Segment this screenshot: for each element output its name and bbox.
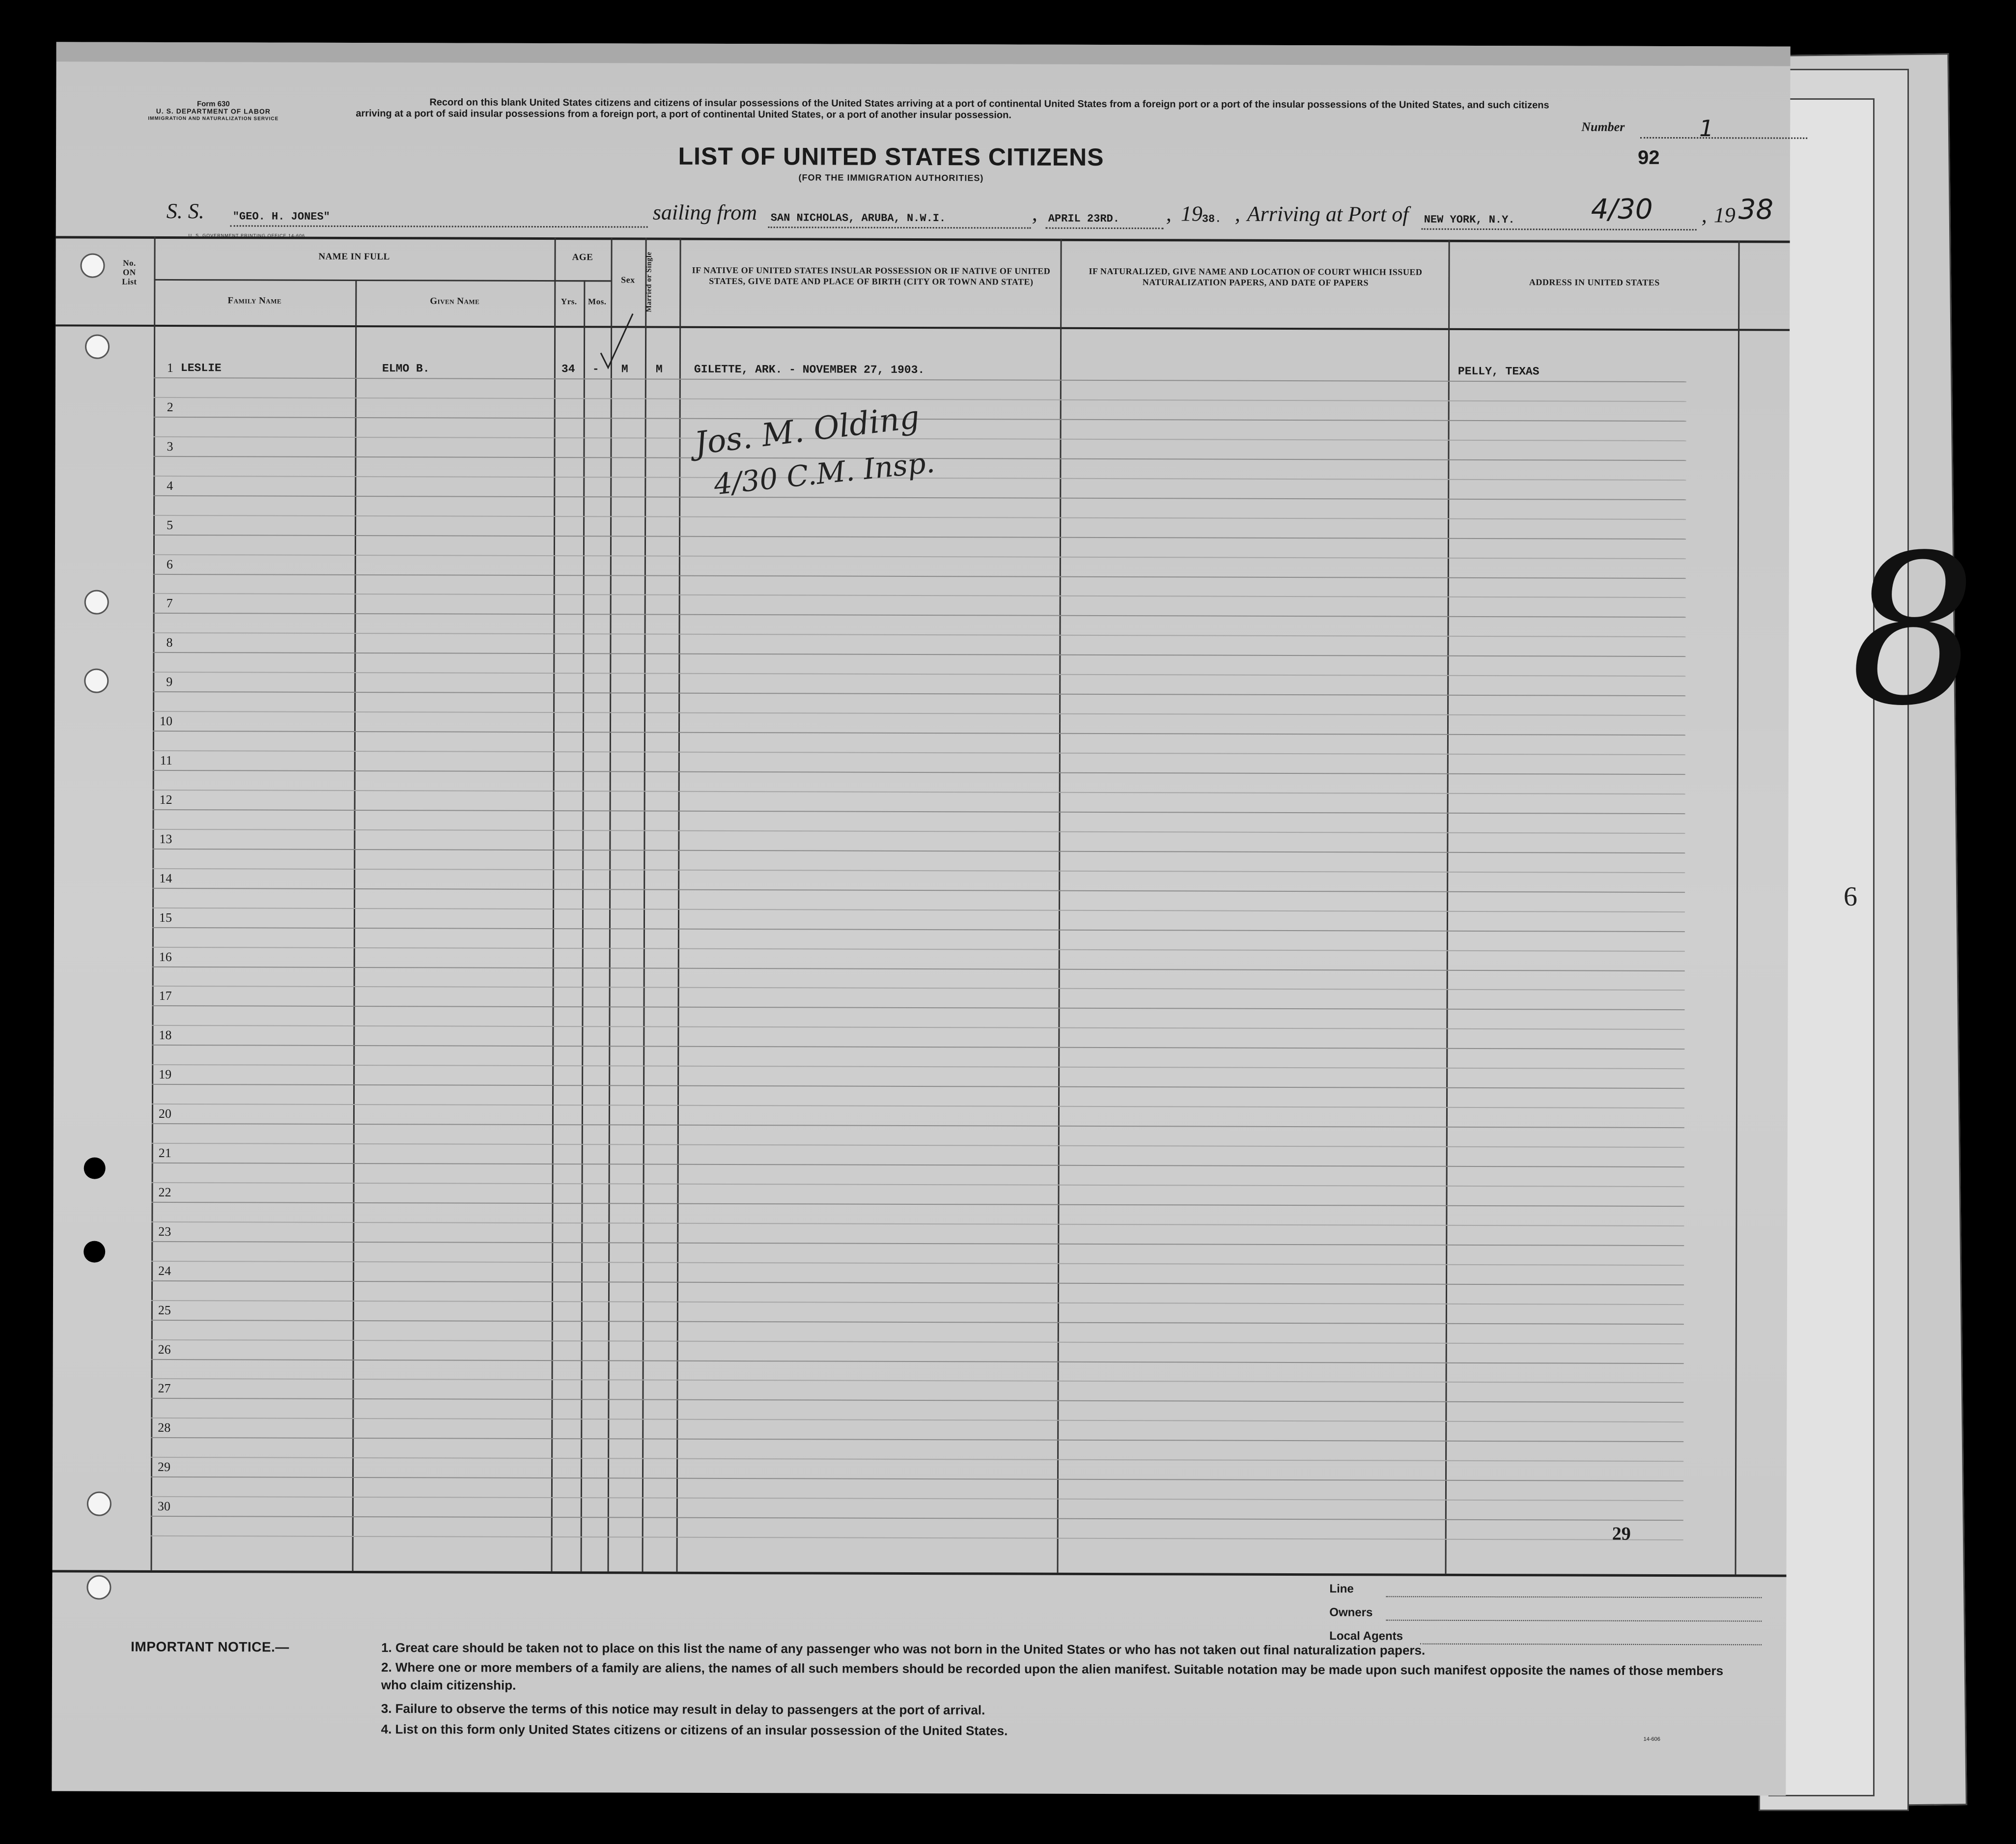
row-number: 8 [166,635,173,650]
form-code: 14-606 [1643,1736,1660,1742]
header-yrs: Yrs. [560,297,577,307]
inspector-signature-line2: 4/30 C.M. Insp. [712,445,936,502]
row-number: 11 [160,753,172,768]
page-fold [56,42,1791,66]
punch-hole [84,1158,106,1179]
row-rule [151,1359,1684,1363]
row-number: 21 [158,1145,171,1161]
row-rule [152,849,1685,853]
entry-marital-status: M [655,363,663,376]
footer-stamp: 29 [1612,1523,1631,1544]
page-title: LIST OF UNITED STATES CITIZENS [678,142,1104,171]
row-rule [151,1300,1684,1305]
header-age: AGE [572,252,593,263]
year-from-prefix: 19 [1180,201,1203,226]
row-rule [153,790,1685,794]
row-rule [153,554,1686,559]
voyage-line: S. S. "GEO. H. JONES" sailing from SAN NICHOLAS, ARUBA, N.W.I. , APRIL 23RD. , 19 38. , Arriving at Port of NEW YORK, N.Y. 4/30 , 19 38 [167,199,1758,237]
margin-mark-big: 8 [1830,511,1995,751]
row-number: 13 [159,831,172,846]
number-dotted-line [1640,137,1807,139]
row-number: 26 [158,1342,171,1357]
check-mark-icon [596,309,640,382]
row-number: 9 [166,675,173,689]
notice-item: 2. Where one or more members of a family are aliens, the names of all such members should be recorded upon the alien manifest. Suitable notation may be made upon such manifest opposite the names of those members who claim citizenship. [381,1660,1724,1693]
punch-hole [87,1492,112,1516]
header-given-name: Given Name [430,296,480,307]
entry-birth: GILETTE, ARK. - NOVEMBER 27, 1903. [694,363,925,377]
row-rule [153,731,1685,736]
manifest-page [52,42,1790,1795]
row-rule [154,397,1686,402]
service-name: IMMIGRATION AND NATURALIZATION SERVICE [148,115,279,122]
row-rule [151,1496,1683,1501]
row-rule [152,1143,1684,1148]
row-rule [152,1084,1684,1089]
notice-heading: IMPORTANT NOTICE.— [131,1639,289,1655]
row-rule [151,1221,1684,1226]
row-rule [151,1398,1683,1403]
sheet-number: 92 [1638,146,1660,169]
header-birth: IF NATIVE OF UNITED STATES INSULAR POSSESSION OR IF NATIVE OF UNITED STATES, GIVE DATE AND PLACE OF BIRTH (CITY OR TOWN AND STATE) [692,265,1051,287]
table-top-rule [56,236,1790,243]
row-rule [151,1261,1684,1266]
row-number: 27 [158,1381,171,1396]
row-number: 6 [166,557,173,571]
entry-age-yrs: 34 [561,363,575,376]
row-rule [154,377,1686,382]
agents-local-agents: Local Agents [1329,1629,1781,1649]
row-rule [151,1457,1683,1462]
notice-item: 1. Great care should be taken not to place on this list the name of any passenger who was not born in the United States or who has not taken out final naturalization papers. [381,1640,1426,1658]
year-to-handwritten: 38 [1738,194,1774,226]
header-mos: Mos. [588,297,607,307]
printer-mark: U. S. GOVERNMENT PRINTING OFFICE 14-606 [188,233,306,238]
row-number: 18 [159,1028,172,1043]
row-number: 20 [158,1106,171,1121]
sailing-label: sailing from [652,200,757,225]
row-number: 14 [159,871,172,885]
row-number: 3 [167,439,173,454]
form-identification [95,100,331,123]
row-number: 7 [166,596,173,611]
header-name-in-full: NAME IN FULL [318,251,390,262]
row-rule [152,966,1685,971]
row-rule [153,809,1685,814]
date-from: APRIL 23RD. [1048,212,1120,226]
entry-family-name: LESLIE [180,362,222,375]
row-rule [152,1104,1684,1108]
agents-owners: Owners [1329,1606,1781,1625]
number-label: Number [1581,119,1625,134]
agents-line: Line [1329,1582,1781,1602]
punch-hole [84,669,109,693]
row-rule [152,868,1685,873]
arriving-label: Arriving at Port of [1247,201,1409,227]
table-bottom-rule [53,1570,1787,1577]
number-field [1581,115,1807,145]
row-rule [152,1005,1685,1010]
entry-age-mos: - [592,363,599,376]
row-rule [151,1418,1683,1422]
header-family-name: Family Name [227,295,282,306]
row-rule [151,1241,1684,1246]
row-number: 24 [158,1263,171,1278]
port-to: NEW YORK, N.Y. [1424,213,1515,227]
vessel-name: "GEO. H. JONES" [232,210,330,223]
row-rule [152,946,1685,951]
number-value: 1 [1699,115,1714,142]
header-bottom-rule [56,324,1790,331]
row-number: 29 [158,1460,171,1475]
row-number: 28 [158,1420,171,1435]
row-number: 10 [160,714,173,729]
row-rule [153,750,1685,755]
row-number: 30 [157,1499,170,1514]
row-number: 5 [167,517,173,532]
row-rule [153,495,1686,500]
header-naturalized: IF NATURALIZED, GIVE NAME AND LOCATION OF COURT WHICH ISSUED NATURALIZATION PAPERS, AND DATE OF PAPERS [1089,266,1423,288]
row-number: 25 [158,1303,171,1317]
notice-item: 4. List on this form only United States citizens or citizens of an insular possession of the United States. [381,1722,1008,1738]
row-rule [153,711,1685,716]
inspector-signature-line1: Jos. M. Olding [692,399,922,462]
row-number: 15 [159,910,172,925]
row-rule [151,1476,1683,1481]
row-rule [153,573,1686,578]
row-rule [153,632,1686,637]
row-rule [151,1319,1684,1324]
row-rule [153,515,1686,520]
row-number: 2 [167,399,173,414]
row-rule [151,1535,1683,1540]
row-rule [153,534,1686,539]
notice-item: 3. Failure to observe the terms of this notice may result in delay to passengers at the port of arrival. [381,1701,985,1718]
row-number: 19 [159,1067,172,1082]
row-rule [154,436,1686,441]
row-number: 23 [158,1224,171,1239]
entry-sex: M [621,363,628,376]
row-rule [152,888,1685,893]
margin-mark-small: 6 [1844,881,1857,912]
punch-hole [80,254,105,278]
form-number: Form 630 [196,100,230,109]
row-rule [153,770,1685,775]
date-from-dotted-line [1046,227,1164,229]
port-from: SAN NICHOLAS, ARUBA, N.W.I. [770,212,946,225]
row-rule [152,1163,1684,1167]
entry-given-name: ELMO B. [382,362,430,375]
row-rule [151,1437,1683,1442]
row-rule [152,927,1685,932]
row-rule [152,1045,1684,1050]
row-rule [152,908,1685,912]
row-rule [153,652,1685,657]
entry-address: PELLY, TEXAS [1457,365,1540,378]
row-rule [152,1025,1684,1030]
row-number: 4 [167,478,173,493]
row-rule [151,1339,1684,1344]
port-from-dotted-line [768,227,1031,228]
row-number: 22 [158,1185,171,1199]
department-name: U. S. DEPARTMENT OF LABOR [156,107,271,115]
row-rule [151,1378,1684,1383]
punch-hole [85,335,110,359]
age-subheader-rule [554,280,611,282]
row-number: 17 [159,989,172,1003]
row-rule [153,691,1685,696]
row-rule [152,1182,1684,1187]
row-rule [152,1123,1684,1128]
row-rule [151,1280,1684,1285]
ss-label: S. S. [166,199,204,224]
row-number: 12 [159,792,172,807]
row-rule [151,1202,1684,1207]
form-instructions: Record on this blank United States citizens and citizens of insular possessions of the United States arriving at a port of continental United States from a foreign port or a port of the insular possessions of the United States, and such citizens arriving at a port of said insular possessions from a foreign port, a port of continental United States, or a port of another insular possession. [356,97,1549,121]
punch-hole [84,1241,105,1263]
row-rule [153,593,1686,598]
name-subheader-rule [154,279,611,282]
row-rule [151,1516,1683,1521]
punch-hole [86,1575,111,1600]
header-sex: Sex [621,275,635,285]
row-rule [152,1064,1684,1069]
year-from-typed: 38. [1202,213,1222,226]
row-rule [153,672,1685,677]
date-to: 4/30 [1591,193,1653,226]
punch-hole [84,590,109,615]
row-rule [152,829,1685,834]
row-rule [153,613,1686,618]
year-to-prefix: 19 [1713,203,1736,227]
row-number: 16 [159,949,172,964]
header-no-on-list: No. ON List [122,258,137,286]
row-rule [152,986,1685,991]
header-address: ADDRESS IN UNITED STATES [1529,277,1660,287]
row-number: 1 [167,360,173,375]
port-to-dotted-line [1422,228,1697,230]
header-married-or-single: Married or Single [645,251,653,312]
vessel-dotted-line [230,225,648,227]
page-subtitle: (FOR THE IMMIGRATION AUTHORITIES) [798,172,984,183]
